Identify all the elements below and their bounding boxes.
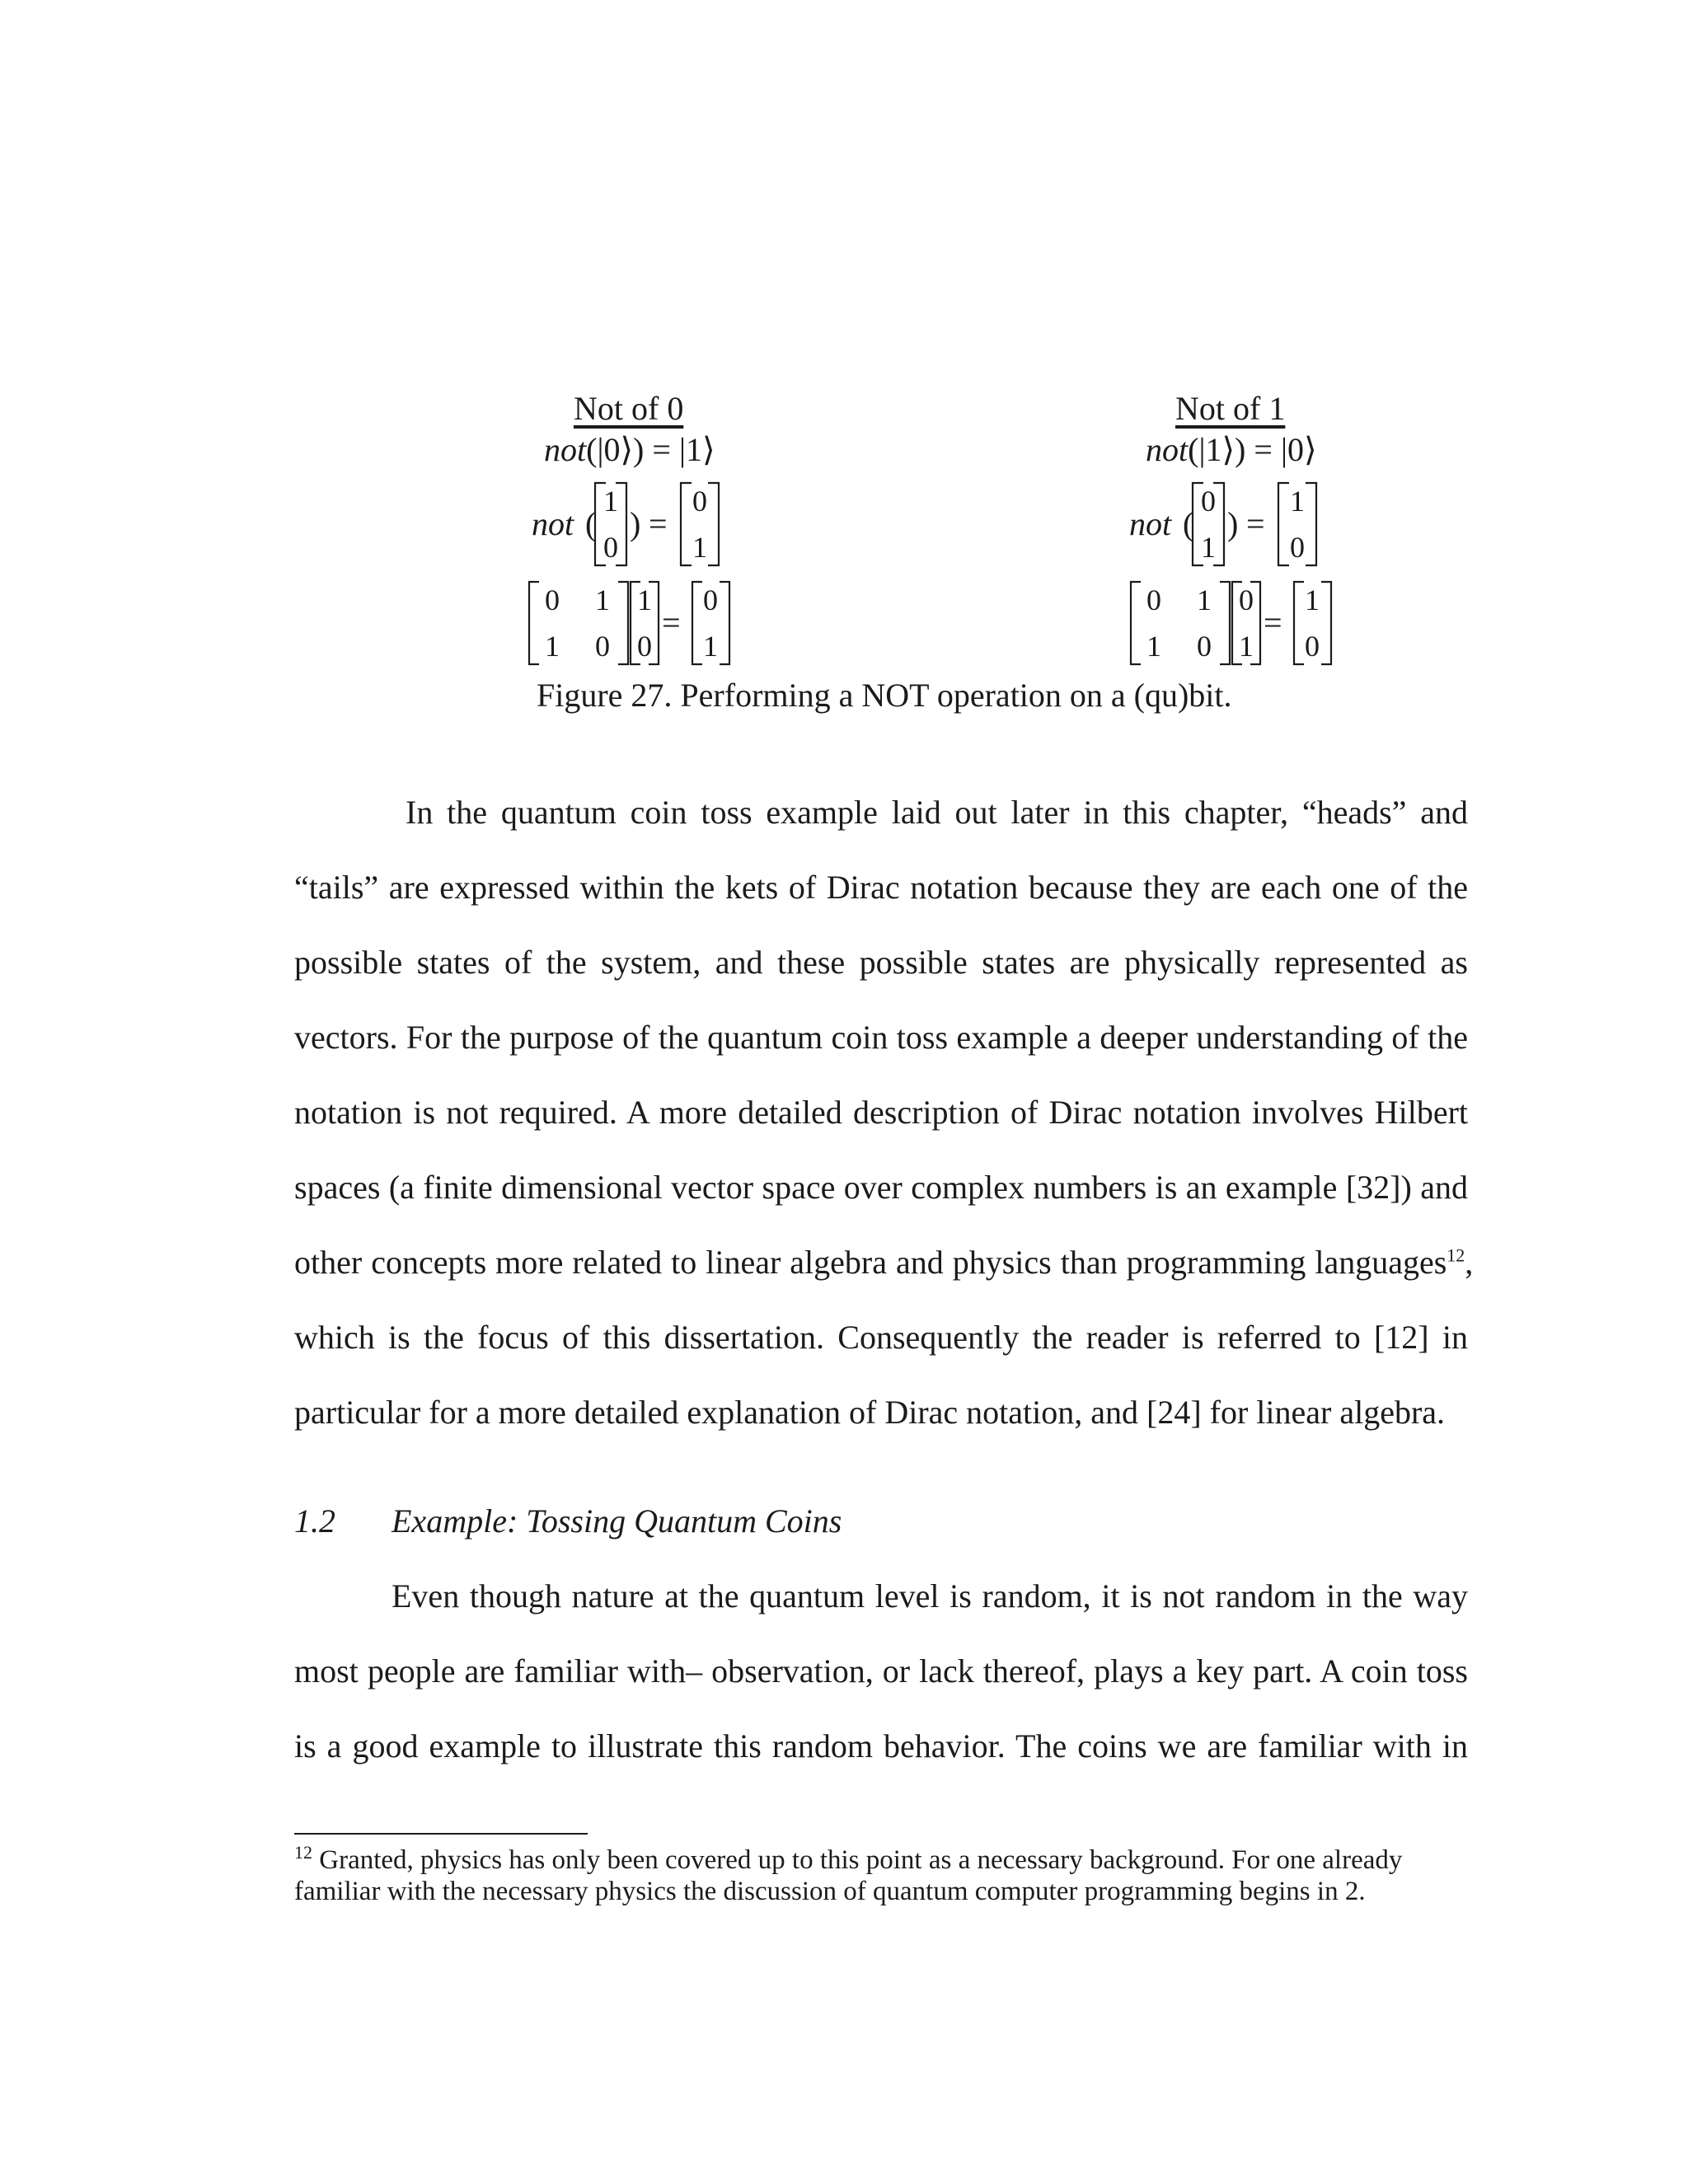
vector-entry: 0 (637, 630, 652, 663)
footnote-line (294, 1844, 1465, 1876)
paragraph-line: particular for a more detailed explanation of Dirac notation, and [24] for linear algebra. (294, 1394, 1446, 1431)
vector-entry: 0 (1305, 630, 1320, 663)
matrix-equation (1129, 577, 1360, 669)
paragraph-line: notation is not required. A more detailed description of Dirac notation involves Hilbert (294, 1094, 1468, 1131)
ket-equation: not(|0⟩) = |1⟩ (544, 431, 715, 468)
body-paragraph-coin-toss (294, 1558, 1468, 1783)
bracket (1131, 582, 1141, 664)
paragraph-line: which is the focus of this dissertation. Consequently the reader is referred to [12] in (294, 1319, 1468, 1356)
paragraph-line: most people are familiar with– observation, or lack thereof, plays a key part. A coin toss (294, 1652, 1468, 1690)
bracket (692, 582, 702, 664)
open-paren: ( (1183, 505, 1194, 542)
paragraph-line: is a good example to illustrate this random behavior. The coins we are familiar with in (294, 1727, 1468, 1765)
footnote (294, 1844, 1465, 1907)
close-paren: ) (1227, 505, 1239, 542)
footnote-text: Granted, physics has only been covered up to this point as a necessary background. For one already (319, 1845, 1403, 1875)
matrix-entry: 0 (595, 630, 610, 663)
matrix-entry: 0 (1197, 630, 1212, 663)
close-paren: ) (630, 505, 641, 542)
not-function-label: not (532, 505, 574, 542)
vector-entry: 1 (1290, 485, 1305, 518)
footnote-line: familiar with the necessary physics the discussion of quantum computer programming begins in 2. (294, 1877, 1366, 1906)
bracket (1278, 483, 1289, 565)
vector-entry: 1 (603, 485, 618, 518)
matrix-entry: 0 (545, 583, 560, 616)
vector-entry: 0 (692, 485, 707, 518)
paragraph-line: Even though nature at the quantum level is random, it is not random in the way (392, 1577, 1468, 1615)
not-function-label: not (1129, 505, 1172, 542)
equals-sign: = (1246, 505, 1265, 542)
bracket (529, 582, 539, 664)
bracket (681, 483, 692, 565)
matrix-entry: 1 (595, 583, 610, 616)
paragraph-line-text: other concepts more related to linear algebra and physics than programming languages (294, 1244, 1447, 1281)
paragraph-line: vectors. For the purpose of the quantum coin toss example a deeper understanding of the (294, 1019, 1468, 1056)
bracket (708, 483, 719, 565)
figure-caption: Figure 27. Performing a NOT operation on a (qu)bit. (537, 677, 1232, 714)
open-paren: ( (585, 505, 597, 542)
matrix-equation (528, 577, 758, 669)
bracket (1321, 582, 1331, 664)
paragraph-line: spaces (a finite dimensional vector space over complex numbers is an example [32]) and (294, 1169, 1468, 1206)
equals-sign: = (662, 604, 681, 641)
matrix-entry: 1 (545, 630, 560, 663)
bracket (618, 582, 628, 664)
equals-sign: = (1264, 604, 1282, 641)
vector-entry: 0 (703, 583, 718, 616)
vector-entry: 1 (1305, 583, 1320, 616)
vector-entry: 0 (1239, 583, 1254, 616)
body-paragraph-dirac (294, 775, 1474, 1450)
column-heading: Not of 1 (1175, 390, 1286, 427)
footnote-separator (294, 1833, 588, 1835)
vector-entry: 0 (603, 531, 618, 564)
matrix-entry: 1 (1197, 583, 1212, 616)
bracket (720, 582, 729, 664)
section-heading (294, 1502, 842, 1540)
vector-entry: 0 (1290, 531, 1305, 564)
bracket (1294, 582, 1304, 664)
ket-equation: not(|1⟩) = |0⟩ (1146, 431, 1317, 468)
vector-equation (528, 478, 734, 570)
vector-entry: 1 (703, 630, 718, 663)
paragraph-line: In the quantum coin toss example laid out later in this chapter, “heads” and (406, 794, 1468, 831)
footnote-reference[interactable]: 12 (1447, 1244, 1465, 1266)
footnote-ref-comma: , (1465, 1244, 1474, 1281)
vector-entry: 1 (1201, 531, 1216, 564)
paragraph-line-with-footnote (294, 1225, 1474, 1300)
equals-sign: = (649, 505, 668, 542)
footnote-marker: 12 (294, 1842, 312, 1863)
vector-entry: 1 (692, 531, 707, 564)
vector-entry: 1 (1239, 630, 1254, 663)
column-heading: Not of 0 (574, 390, 684, 427)
section-number: 1.2 (294, 1502, 335, 1540)
section-title: Example: Tossing Quantum Coins (392, 1502, 842, 1540)
matrix-entry: 1 (1146, 630, 1161, 663)
vector-equation (1125, 478, 1331, 570)
vector-entry: 0 (1201, 485, 1216, 518)
bracket (1306, 483, 1316, 565)
paragraph-line: “tails” are expressed within the kets of Dirac notation because they are each one of the (294, 869, 1468, 906)
bracket (1220, 582, 1230, 664)
paragraph-line: possible states of the system, and these possible states are physically represented as (294, 944, 1468, 981)
matrix-entry: 0 (1146, 583, 1161, 616)
vector-entry: 1 (637, 583, 652, 616)
